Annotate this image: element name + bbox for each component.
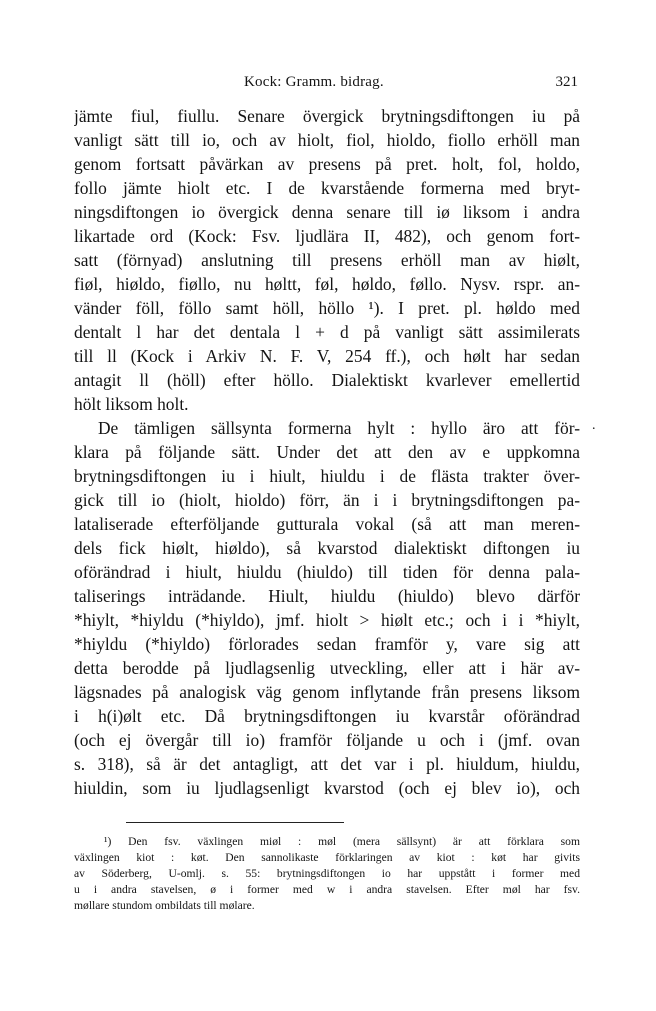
body-line: fiøl, hiøldo, fiøllo, nu høltt, føl, høldo, føllo. Nysv. rspr. an- (74, 274, 580, 294)
body-line: i h(i)ølt etc. Då brytningsdiftongen iu kvarstår oförändrad (74, 706, 580, 726)
body-line: antagit ll (höll) efter höllo. Dialektiskt kvarlever emellertid (74, 370, 580, 390)
margin-mark: . (592, 418, 596, 433)
body-line: s. 318), så är det antagligt, att det var i pl. hiuldum, hiuldu, (74, 754, 580, 774)
footnote-line: ¹) Den fsv. växlingen miøl : møl (mera sällsynt) är att förklara som (104, 835, 580, 848)
footnote-line: av Söderberg, U-omlj. s. 55: brytningsdiftongen io har uppstått i former med (74, 867, 580, 880)
body-text (74, 104, 580, 800)
body-line: till ll (Kock i Arkiv N. F. V, 254 ff.), och hølt har sedan (74, 346, 580, 366)
footnotes (74, 834, 580, 914)
running-header (74, 74, 578, 94)
body-line: dels fick hiølt, hiøldo), så kvarstod dialektiskt diftongen iu (74, 538, 580, 558)
body-line: vänder föll, föllo samt höll, höllo ¹). I pret. pl. høldo med (74, 298, 580, 318)
body-line: vanligt sätt till io, och av hiolt, fiol, hioldo, fiollo erhöll man (74, 130, 580, 150)
body-line: hölt liksom holt. (74, 394, 189, 414)
body-line: genom fortsatt påvärkan av presens på pret. holt, fol, holdo, (74, 154, 580, 174)
body-line: De tämligen sällsynta formerna hylt : hyllo äro att för- (98, 418, 580, 438)
footnote-line: växlingen kiot : køt. Den sannolikaste förklaringen av kiot : køt har givits (74, 851, 580, 864)
body-line: jämte fiul, fiullu. Senare övergick brytningsdiftongen iu på (74, 106, 580, 126)
body-line: lägsnades på analogisk väg genom inflytande från presens liksom (74, 682, 580, 702)
body-line: klara på följande sätt. Under det att den av e uppkomna (74, 442, 580, 462)
page-number: 321 (555, 74, 578, 90)
body-line: taliserings inträdande. Hiult, hiuldu (hiuldo) blevo därför (74, 586, 580, 606)
footnote-divider (126, 822, 344, 823)
body-line: *hiylt, *hiyldu (*hiyldo), jmf. hiolt > hiølt etc.; och i i *hiylt, (74, 610, 580, 630)
running-title: Kock: Gramm. bidrag. (244, 74, 384, 90)
body-line: ningsdiftongen io övergick denna senare till iø liksom i andra (74, 202, 580, 222)
body-line: follo jämte hiolt etc. I de kvarstående formerna med bryt- (74, 178, 580, 198)
body-line: *hiyldu (*hiyldo) förlorades sedan framför y, vare sig att (74, 634, 580, 654)
footnote-line: u i andra stavelsen, ø i former med w i andra stavelsen. Efter møl har fsv. (74, 883, 580, 896)
body-line: oförändrad i hiult, hiuldu (hiuldo) till tiden för denna pala- (74, 562, 580, 582)
body-line: (och ej övergår till io) framför följande u och i (jmf. ovan (74, 730, 580, 750)
body-line: lataliserade efterföljande gutturala vokal (så att man meren- (74, 514, 580, 534)
body-line: dentalt l har det dentala l + d på vanligt sätt assimilerats (74, 322, 580, 342)
body-line: gick till io (hiolt, hioldo) förr, än i i brytningsdiftongen pa- (74, 490, 580, 510)
body-line: brytningsdiftongen iu i hiult, hiuldu i de flästa trakter över- (74, 466, 580, 486)
body-line: detta berodde på ljudlagsenlig utveckling, eller att i här av- (74, 658, 580, 678)
body-line: satt (förnyad) anslutning till presens erhöll man av hiølt, (74, 250, 580, 270)
body-line: likartade ord (Kock: Fsv. ljudlära II, 482), och genom fort- (74, 226, 580, 246)
body-line: hiuldin, som iu ljudlagsenligt kvarstod (och ej blev io), och (74, 778, 580, 798)
footnote-line: møllare stundom ombildats till mølare. (74, 899, 255, 912)
